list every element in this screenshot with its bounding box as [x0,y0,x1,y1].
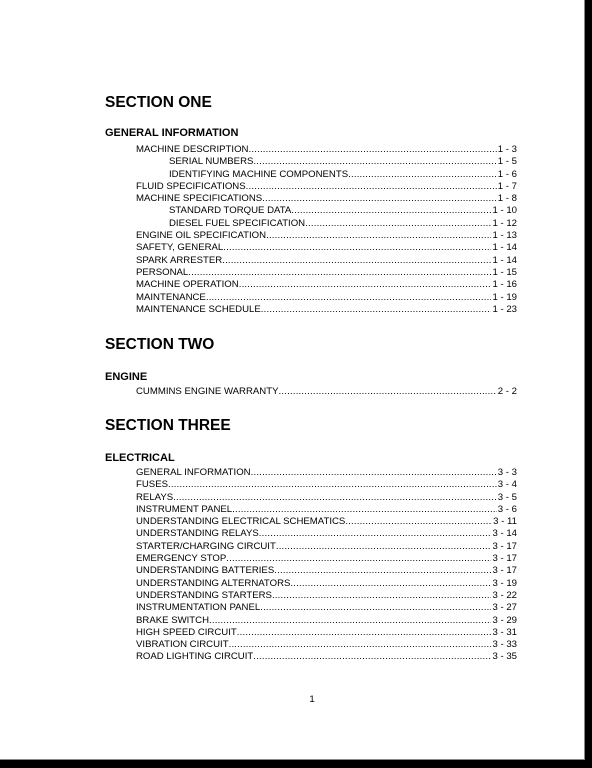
toc-entries [105,144,517,316]
leader-dots [266,230,491,242]
toc-entry-page: 1 - 23 [492,303,517,315]
toc-entry-label: SERIAL NUMBERS [169,156,254,168]
toc-entry [105,255,517,267]
toc-entry [105,639,517,651]
toc-entry [105,553,517,565]
toc-entry-page: 3 - 27 [492,602,517,614]
toc-entry-label: UNDERSTANDING RELAYS [136,528,259,540]
toc-entry [105,467,517,479]
toc-entry-page: 1 - 16 [492,279,517,291]
toc-entry-label: SAFETY, GENERAL [136,242,224,254]
toc-entry [105,492,517,504]
leader-dots [305,218,491,230]
leader-dots [168,479,497,491]
leader-dots [237,627,492,639]
toc-entry-label: MACHINE OPERATION [136,279,239,291]
leader-dots [173,492,497,504]
leader-dots [276,541,492,553]
toc-entry-page: 1 - 19 [492,291,517,303]
toc-entry-page: 3 - 35 [492,651,517,663]
leader-dots [248,144,496,156]
toc-entry-label: FUSES [136,479,168,491]
toc-entry-label: ENGINE OIL SPECIFICATION [136,230,267,242]
toc-entry [105,615,517,627]
toc-entry-label: MAINTENANCE SCHEDULE [136,303,261,315]
toc-entry [105,169,517,181]
toc-entry-label: VIBRATION CIRCUIT [136,639,229,651]
toc-entry-page: 3 - 17 [492,540,517,552]
toc-entry [105,267,517,279]
toc-entry-page: 1 - 12 [492,217,517,229]
leader-dots [253,651,491,663]
toc-entry-page: 1 - 14 [492,242,517,254]
toc-entry-page: 3 - 29 [492,614,517,626]
leader-dots [262,193,497,205]
leader-dots [261,304,492,316]
toc-entry [105,627,517,639]
toc-entry [105,230,517,242]
toc-entry-page: 1 - 3 [497,144,517,155]
leader-dots [209,615,491,627]
leader-dots [226,553,491,565]
toc-entry-label: SPARK ARRESTER [136,254,223,266]
toc-entry [105,386,517,398]
section-title: SECTION TWO [105,336,215,353]
toc-entry-page: 1 - 6 [497,168,517,180]
toc-entry [105,156,517,168]
toc-entry [105,242,517,254]
toc-entry [105,590,517,602]
toc-entry [105,144,517,156]
toc-entry-page: 1 - 8 [497,193,517,205]
toc-entry [105,205,517,217]
section-title: SECTION THREE [105,417,231,434]
toc-entry [105,479,517,491]
toc-entry [105,541,517,553]
toc-entry-page: 3 - 3 [497,467,517,478]
section-title: SECTION ONE [105,94,212,111]
toc-entry-label: STARTER/CHARGING CIRCUIT [136,540,276,552]
toc-entry-label: DIESEL FUEL SPECIFICATION [169,217,306,229]
leader-dots [229,639,492,651]
toc-entry [105,651,517,663]
toc-entry [105,218,517,230]
toc-entry-label: MACHINE DESCRIPTION [136,144,249,155]
leader-dots [188,267,491,279]
toc-entry-label: EMERGENCY STOP [136,553,227,565]
leader-dots [345,516,492,528]
toc-entry [105,304,517,316]
leader-dots [206,292,492,304]
toc-entry-page: 1 - 14 [492,254,517,266]
toc-entry [105,193,517,205]
toc-entry-label: UNDERSTANDING STARTERS [136,589,272,601]
toc-entry-page: 3 - 6 [497,503,517,515]
leader-dots [259,528,492,540]
toc-entry-label: INSTRUMENT PANEL [136,503,233,515]
toc-entry-page: 3 - 22 [492,589,517,601]
toc-entry-label: IDENTIFYING MACHINE COMPONENTS [169,168,349,180]
leader-dots [291,205,491,217]
category-heading: GENERAL INFORMATION [105,127,239,139]
leader-dots [272,590,492,602]
toc-entry-page: 1 - 13 [492,230,517,242]
leader-dots [260,602,491,614]
toc-entry-label: STANDARD TORQUE DATA [169,205,292,217]
section-three [105,417,517,663]
toc-entry-page: 3 - 31 [492,626,517,638]
section-two [105,336,517,397]
leader-dots [290,578,491,590]
toc-entry [105,578,517,590]
toc-entry-label: GENERAL INFORMATION [136,467,251,478]
toc-entry-label: BRAKE SWITCH [136,614,210,626]
toc-entry-page: 1 - 7 [497,180,517,192]
category-heading: ENGINE [105,371,148,383]
toc-entry [105,292,517,304]
toc-entry-label: CUMMINS ENGINE WARRANTY [136,386,279,397]
leader-dots [239,279,492,291]
toc-entry-page: 3 - 19 [492,577,517,589]
toc-entry-page: 3 - 33 [492,639,517,651]
leader-dots [251,467,497,479]
leader-dots [222,255,491,267]
toc-entries [105,386,517,398]
toc-entry-label: ROAD LIGHTING CIRCUIT [136,651,254,663]
toc-entry [105,602,517,614]
leader-dots [253,156,496,168]
toc-entry-page: 3 - 11 [493,516,517,528]
toc-entry [105,528,517,540]
leader-dots [246,181,497,193]
toc-entry [105,516,517,528]
leader-dots [274,565,491,577]
leader-dots [223,242,491,254]
toc-entries [105,467,517,664]
toc-entry-page: 3 - 17 [492,553,517,565]
toc-entry-label: UNDERSTANDING BATTERIES [136,565,275,577]
toc-entry-label: HIGH SPEED CIRCUIT [136,626,237,638]
toc-entry [105,565,517,577]
toc-entry-page: 1 - 5 [497,156,517,168]
toc-entry-label: UNDERSTANDING ELECTRICAL SCHEMATICS [136,516,346,528]
toc-entry-label: MACHINE SPECIFICATIONS [136,193,263,205]
leader-dots [279,386,497,398]
leader-dots [232,504,497,516]
toc-entry [105,181,517,193]
toc-entry-page: 2 - 2 [497,386,517,397]
toc-entry [105,504,517,516]
toc-entry-page: 3 - 5 [497,491,517,503]
toc-entry-label: UNDERSTANDING ALTERNATORS [136,577,291,589]
toc-entry-label: INSTRUMENTATION PANEL [136,602,261,614]
toc-entry-page: 3 - 14 [492,528,517,540]
toc-entry-label: FLUID SPECIFICATIONS [136,180,246,192]
toc-entry-label: RELAYS [136,491,174,503]
toc-entry-label: MAINTENANCE [136,291,206,303]
toc-entry-page: 3 - 4 [497,479,517,491]
category-heading: ELECTRICAL [105,452,175,464]
section-one [105,94,517,315]
leader-dots [348,169,497,181]
page-number: 1 [309,694,315,705]
toc-entry-page: 1 - 15 [492,266,517,278]
toc-entry [105,279,517,291]
toc-entry-page: 3 - 17 [492,565,517,577]
toc-entry-label: PERSONAL [136,266,189,278]
toc-entry-page: 1 - 10 [492,205,517,217]
